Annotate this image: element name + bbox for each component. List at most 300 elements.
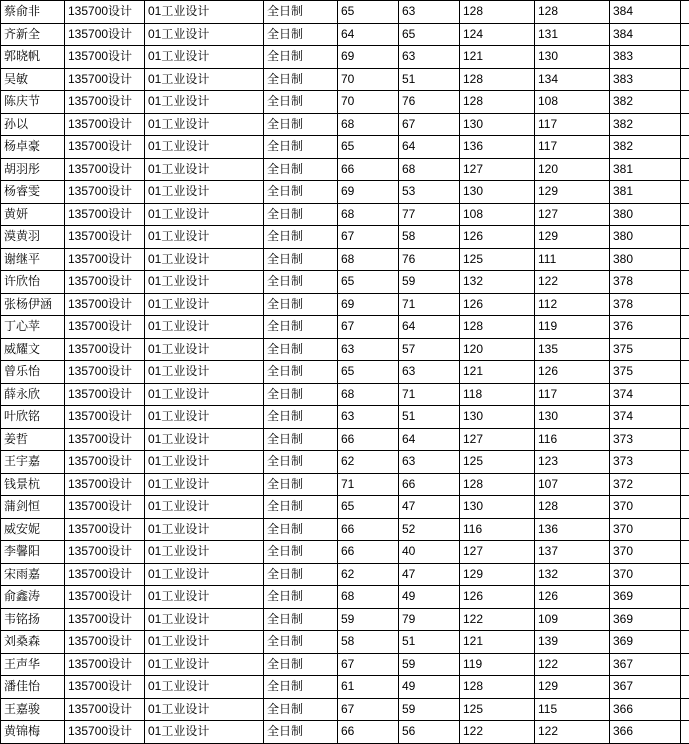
- cell-score2: 49: [399, 586, 460, 609]
- cell-score4: 109: [535, 608, 610, 631]
- cell-extra: [681, 608, 689, 631]
- cell-total: 370: [610, 563, 681, 586]
- cell-score3: 132: [460, 271, 535, 294]
- cell-total: 384: [610, 1, 681, 24]
- cell-extra: [681, 293, 689, 316]
- cell-study-type: 全日制: [264, 46, 338, 69]
- cell-score1: 63: [338, 338, 399, 361]
- cell-score2: 56: [399, 721, 460, 744]
- cell-study-type: 全日制: [264, 406, 338, 429]
- table-row: [1, 383, 689, 406]
- cell-major-code: 135700设计: [65, 91, 145, 114]
- cell-major-code: 135700设计: [65, 653, 145, 676]
- table-row: [1, 113, 689, 136]
- cell-total: 366: [610, 698, 681, 721]
- cell-score2: 58: [399, 226, 460, 249]
- table-row: [1, 136, 689, 159]
- cell-name: 潘佳怡: [1, 676, 65, 699]
- cell-name: 郭晓帆: [1, 46, 65, 69]
- cell-major-code: 135700设计: [65, 631, 145, 654]
- cell-direction: 01工业设计: [145, 676, 264, 699]
- cell-score4: 115: [535, 698, 610, 721]
- table-row: [1, 46, 689, 69]
- cell-direction: 01工业设计: [145, 451, 264, 474]
- cell-score4: 127: [535, 203, 610, 226]
- cell-score2: 59: [399, 653, 460, 676]
- cell-score2: 71: [399, 383, 460, 406]
- cell-total: 375: [610, 361, 681, 384]
- cell-extra: [681, 721, 689, 744]
- cell-total: 381: [610, 181, 681, 204]
- cell-major-code: 135700设计: [65, 293, 145, 316]
- cell-study-type: 全日制: [264, 113, 338, 136]
- cell-name: 刘桑森: [1, 631, 65, 654]
- cell-score2: 71: [399, 293, 460, 316]
- cell-score4: 126: [535, 586, 610, 609]
- cell-direction: 01工业设计: [145, 316, 264, 339]
- cell-score2: 64: [399, 136, 460, 159]
- table-row: [1, 473, 689, 496]
- cell-direction: 01工业设计: [145, 563, 264, 586]
- cell-score4: 129: [535, 181, 610, 204]
- cell-extra: [681, 1, 689, 24]
- table-row: [1, 451, 689, 474]
- cell-name: 张杨伊涵: [1, 293, 65, 316]
- cell-major-code: 135700设计: [65, 586, 145, 609]
- cell-score1: 65: [338, 361, 399, 384]
- cell-direction: 01工业设计: [145, 428, 264, 451]
- cell-score2: 57: [399, 338, 460, 361]
- cell-study-type: 全日制: [264, 676, 338, 699]
- cell-score1: 64: [338, 23, 399, 46]
- cell-name: 钱景杭: [1, 473, 65, 496]
- cell-extra: [681, 383, 689, 406]
- cell-direction: 01工业设计: [145, 203, 264, 226]
- cell-score4: 117: [535, 113, 610, 136]
- cell-score3: 125: [460, 248, 535, 271]
- cell-name: 薛永欣: [1, 383, 65, 406]
- cell-extra: [681, 406, 689, 429]
- cell-major-code: 135700设计: [65, 428, 145, 451]
- cell-direction: 01工业设计: [145, 46, 264, 69]
- cell-study-type: 全日制: [264, 653, 338, 676]
- cell-score4: 136: [535, 518, 610, 541]
- cell-major-code: 135700设计: [65, 541, 145, 564]
- cell-score3: 128: [460, 676, 535, 699]
- cell-total: 382: [610, 136, 681, 159]
- cell-major-code: 135700设计: [65, 518, 145, 541]
- cell-score2: 52: [399, 518, 460, 541]
- cell-score3: 127: [460, 158, 535, 181]
- cell-extra: [681, 496, 689, 519]
- cell-score1: 68: [338, 203, 399, 226]
- cell-total: 374: [610, 406, 681, 429]
- cell-score1: 62: [338, 563, 399, 586]
- cell-score1: 66: [338, 541, 399, 564]
- table-row: [1, 541, 689, 564]
- cell-major-code: 135700设计: [65, 271, 145, 294]
- cell-direction: 01工业设计: [145, 181, 264, 204]
- cell-extra: [681, 361, 689, 384]
- cell-score4: 107: [535, 473, 610, 496]
- cell-direction: 01工业设计: [145, 271, 264, 294]
- cell-score1: 67: [338, 316, 399, 339]
- cell-score4: 122: [535, 653, 610, 676]
- cell-major-code: 135700设计: [65, 1, 145, 24]
- cell-total: 380: [610, 248, 681, 271]
- cell-name: 威耀文: [1, 338, 65, 361]
- table-row: [1, 361, 689, 384]
- cell-name: 韦铭扬: [1, 608, 65, 631]
- cell-score3: 126: [460, 293, 535, 316]
- cell-extra: [681, 518, 689, 541]
- cell-direction: 01工业设计: [145, 721, 264, 744]
- cell-score2: 66: [399, 473, 460, 496]
- cell-score3: 122: [460, 721, 535, 744]
- cell-extra: [681, 68, 689, 91]
- cell-study-type: 全日制: [264, 721, 338, 744]
- cell-major-code: 135700设计: [65, 451, 145, 474]
- cell-score2: 63: [399, 46, 460, 69]
- cell-score2: 63: [399, 361, 460, 384]
- cell-score1: 70: [338, 68, 399, 91]
- cell-score1: 70: [338, 91, 399, 114]
- cell-extra: [681, 203, 689, 226]
- cell-score2: 47: [399, 563, 460, 586]
- cell-score4: 123: [535, 451, 610, 474]
- scores-table-body: [1, 1, 689, 744]
- table-row: [1, 563, 689, 586]
- cell-name: 王宇嘉: [1, 451, 65, 474]
- cell-total: 369: [610, 608, 681, 631]
- cell-study-type: 全日制: [264, 518, 338, 541]
- cell-score4: 117: [535, 383, 610, 406]
- cell-major-code: 135700设计: [65, 338, 145, 361]
- cell-score1: 68: [338, 586, 399, 609]
- cell-name: 宋雨嘉: [1, 563, 65, 586]
- table-row: [1, 608, 689, 631]
- cell-score3: 121: [460, 631, 535, 654]
- cell-name: 黄妍: [1, 203, 65, 226]
- cell-study-type: 全日制: [264, 428, 338, 451]
- cell-score4: 130: [535, 406, 610, 429]
- cell-name: 俞鑫涛: [1, 586, 65, 609]
- cell-extra: [681, 563, 689, 586]
- cell-major-code: 135700设计: [65, 496, 145, 519]
- cell-score3: 108: [460, 203, 535, 226]
- cell-study-type: 全日制: [264, 158, 338, 181]
- cell-score1: 71: [338, 473, 399, 496]
- cell-direction: 01工业设计: [145, 698, 264, 721]
- cell-direction: 01工业设计: [145, 68, 264, 91]
- cell-score3: 136: [460, 136, 535, 159]
- cell-total: 369: [610, 586, 681, 609]
- cell-score1: 66: [338, 428, 399, 451]
- cell-total: 370: [610, 518, 681, 541]
- cell-score1: 65: [338, 136, 399, 159]
- cell-major-code: 135700设计: [65, 383, 145, 406]
- cell-score4: 112: [535, 293, 610, 316]
- cell-direction: 01工业设计: [145, 496, 264, 519]
- cell-major-code: 135700设计: [65, 158, 145, 181]
- cell-score3: 130: [460, 406, 535, 429]
- cell-study-type: 全日制: [264, 181, 338, 204]
- cell-study-type: 全日制: [264, 496, 338, 519]
- cell-direction: 01工业设计: [145, 406, 264, 429]
- cell-score3: 120: [460, 338, 535, 361]
- cell-extra: [681, 226, 689, 249]
- cell-total: 367: [610, 653, 681, 676]
- cell-extra: [681, 136, 689, 159]
- cell-score4: 132: [535, 563, 610, 586]
- cell-major-code: 135700设计: [65, 608, 145, 631]
- cell-direction: 01工业设计: [145, 361, 264, 384]
- cell-extra: [681, 631, 689, 654]
- cell-name: 许欣怡: [1, 271, 65, 294]
- table-row: [1, 676, 689, 699]
- cell-total: 372: [610, 473, 681, 496]
- table-row: [1, 248, 689, 271]
- cell-score4: 117: [535, 136, 610, 159]
- cell-major-code: 135700设计: [65, 46, 145, 69]
- table-row: [1, 586, 689, 609]
- cell-study-type: 全日制: [264, 271, 338, 294]
- cell-total: 380: [610, 203, 681, 226]
- cell-score3: 121: [460, 46, 535, 69]
- cell-total: 373: [610, 428, 681, 451]
- cell-total: 383: [610, 68, 681, 91]
- cell-total: 369: [610, 631, 681, 654]
- cell-score3: 129: [460, 563, 535, 586]
- table-row: [1, 338, 689, 361]
- cell-score4: 119: [535, 316, 610, 339]
- cell-extra: [681, 451, 689, 474]
- cell-major-code: 135700设计: [65, 203, 145, 226]
- cell-major-code: 135700设计: [65, 68, 145, 91]
- table-row: [1, 698, 689, 721]
- cell-direction: 01工业设计: [145, 226, 264, 249]
- cell-name: 姜哲: [1, 428, 65, 451]
- cell-study-type: 全日制: [264, 1, 338, 24]
- cell-score3: 130: [460, 181, 535, 204]
- cell-score2: 63: [399, 1, 460, 24]
- cell-score4: 134: [535, 68, 610, 91]
- table-row: [1, 1, 689, 24]
- cell-name: 谢继平: [1, 248, 65, 271]
- cell-score4: 129: [535, 676, 610, 699]
- cell-score3: 125: [460, 698, 535, 721]
- cell-study-type: 全日制: [264, 293, 338, 316]
- cell-score4: 128: [535, 1, 610, 24]
- cell-score4: 131: [535, 23, 610, 46]
- cell-score2: 51: [399, 68, 460, 91]
- cell-major-code: 135700设计: [65, 406, 145, 429]
- cell-score4: 135: [535, 338, 610, 361]
- cell-score3: 116: [460, 518, 535, 541]
- cell-major-code: 135700设计: [65, 23, 145, 46]
- cell-total: 373: [610, 451, 681, 474]
- table-row: [1, 316, 689, 339]
- cell-name: 漠黄羽: [1, 226, 65, 249]
- cell-score2: 59: [399, 271, 460, 294]
- cell-score2: 53: [399, 181, 460, 204]
- cell-total: 383: [610, 46, 681, 69]
- cell-score2: 68: [399, 158, 460, 181]
- cell-score3: 118: [460, 383, 535, 406]
- cell-study-type: 全日制: [264, 451, 338, 474]
- table-row: [1, 271, 689, 294]
- table-row: [1, 293, 689, 316]
- cell-name: 陈庆节: [1, 91, 65, 114]
- cell-study-type: 全日制: [264, 23, 338, 46]
- cell-score2: 64: [399, 428, 460, 451]
- cell-score3: 124: [460, 23, 535, 46]
- cell-study-type: 全日制: [264, 338, 338, 361]
- cell-score2: 64: [399, 316, 460, 339]
- cell-score1: 58: [338, 631, 399, 654]
- cell-score4: 122: [535, 721, 610, 744]
- table-row: [1, 428, 689, 451]
- cell-study-type: 全日制: [264, 563, 338, 586]
- cell-score1: 66: [338, 158, 399, 181]
- cell-score3: 128: [460, 316, 535, 339]
- cell-major-code: 135700设计: [65, 361, 145, 384]
- cell-direction: 01工业设计: [145, 136, 264, 159]
- cell-major-code: 135700设计: [65, 136, 145, 159]
- cell-name: 叶欣铭: [1, 406, 65, 429]
- cell-total: 384: [610, 23, 681, 46]
- cell-score2: 77: [399, 203, 460, 226]
- table-row: [1, 226, 689, 249]
- table-row: [1, 406, 689, 429]
- cell-study-type: 全日制: [264, 226, 338, 249]
- table-row: [1, 158, 689, 181]
- cell-name: 孙以: [1, 113, 65, 136]
- cell-score2: 59: [399, 698, 460, 721]
- cell-major-code: 135700设计: [65, 721, 145, 744]
- cell-study-type: 全日制: [264, 316, 338, 339]
- cell-study-type: 全日制: [264, 248, 338, 271]
- cell-extra: [681, 676, 689, 699]
- cell-score1: 68: [338, 383, 399, 406]
- cell-score2: 67: [399, 113, 460, 136]
- cell-total: 375: [610, 338, 681, 361]
- cell-direction: 01工业设计: [145, 23, 264, 46]
- cell-direction: 01工业设计: [145, 113, 264, 136]
- cell-score2: 40: [399, 541, 460, 564]
- cell-major-code: 135700设计: [65, 316, 145, 339]
- cell-study-type: 全日制: [264, 91, 338, 114]
- cell-direction: 01工业设计: [145, 631, 264, 654]
- cell-major-code: 135700设计: [65, 698, 145, 721]
- cell-direction: 01工业设计: [145, 158, 264, 181]
- cell-study-type: 全日制: [264, 608, 338, 631]
- cell-direction: 01工业设计: [145, 1, 264, 24]
- cell-score4: 129: [535, 226, 610, 249]
- cell-direction: 01工业设计: [145, 473, 264, 496]
- cell-extra: [681, 248, 689, 271]
- cell-score4: 116: [535, 428, 610, 451]
- cell-score3: 127: [460, 428, 535, 451]
- table-row: [1, 91, 689, 114]
- cell-score1: 65: [338, 1, 399, 24]
- cell-direction: 01工业设计: [145, 518, 264, 541]
- cell-name: 黄锦梅: [1, 721, 65, 744]
- cell-major-code: 135700设计: [65, 676, 145, 699]
- table-row: [1, 518, 689, 541]
- cell-total: 378: [610, 293, 681, 316]
- cell-name: 杨睿雯: [1, 181, 65, 204]
- cell-direction: 01工业设计: [145, 248, 264, 271]
- table-row: [1, 721, 689, 744]
- cell-score4: 111: [535, 248, 610, 271]
- cell-score1: 66: [338, 721, 399, 744]
- cell-name: 齐新全: [1, 23, 65, 46]
- cell-score3: 119: [460, 653, 535, 676]
- cell-score1: 63: [338, 406, 399, 429]
- cell-name: 王嘉骏: [1, 698, 65, 721]
- cell-score4: 122: [535, 271, 610, 294]
- cell-total: 382: [610, 113, 681, 136]
- cell-score1: 68: [338, 248, 399, 271]
- cell-total: 374: [610, 383, 681, 406]
- cell-score1: 65: [338, 496, 399, 519]
- cell-score4: 137: [535, 541, 610, 564]
- cell-direction: 01工业设计: [145, 91, 264, 114]
- cell-extra: [681, 541, 689, 564]
- cell-direction: 01工业设计: [145, 338, 264, 361]
- cell-score3: 121: [460, 361, 535, 384]
- cell-score1: 66: [338, 518, 399, 541]
- cell-score2: 79: [399, 608, 460, 631]
- cell-score3: 128: [460, 68, 535, 91]
- cell-direction: 01工业设计: [145, 383, 264, 406]
- cell-total: 366: [610, 721, 681, 744]
- cell-name: 曾乐怡: [1, 361, 65, 384]
- cell-score4: 128: [535, 496, 610, 519]
- cell-extra: [681, 473, 689, 496]
- cell-score3: 128: [460, 1, 535, 24]
- cell-extra: [681, 113, 689, 136]
- cell-total: 376: [610, 316, 681, 339]
- cell-score1: 69: [338, 293, 399, 316]
- cell-direction: 01工业设计: [145, 608, 264, 631]
- cell-major-code: 135700设计: [65, 563, 145, 586]
- cell-score4: 139: [535, 631, 610, 654]
- cell-score1: 69: [338, 181, 399, 204]
- cell-study-type: 全日制: [264, 136, 338, 159]
- cell-score2: 49: [399, 676, 460, 699]
- cell-score1: 67: [338, 653, 399, 676]
- cell-score2: 76: [399, 248, 460, 271]
- cell-score3: 122: [460, 608, 535, 631]
- cell-study-type: 全日制: [264, 698, 338, 721]
- cell-name: 李馨阳: [1, 541, 65, 564]
- cell-major-code: 135700设计: [65, 248, 145, 271]
- cell-extra: [681, 316, 689, 339]
- cell-extra: [681, 158, 689, 181]
- table-row: [1, 68, 689, 91]
- cell-study-type: 全日制: [264, 631, 338, 654]
- cell-score3: 127: [460, 541, 535, 564]
- cell-name: 丁心苹: [1, 316, 65, 339]
- table-row: [1, 496, 689, 519]
- cell-extra: [681, 586, 689, 609]
- cell-score3: 126: [460, 226, 535, 249]
- cell-major-code: 135700设计: [65, 113, 145, 136]
- cell-name: 王声华: [1, 653, 65, 676]
- cell-score3: 130: [460, 113, 535, 136]
